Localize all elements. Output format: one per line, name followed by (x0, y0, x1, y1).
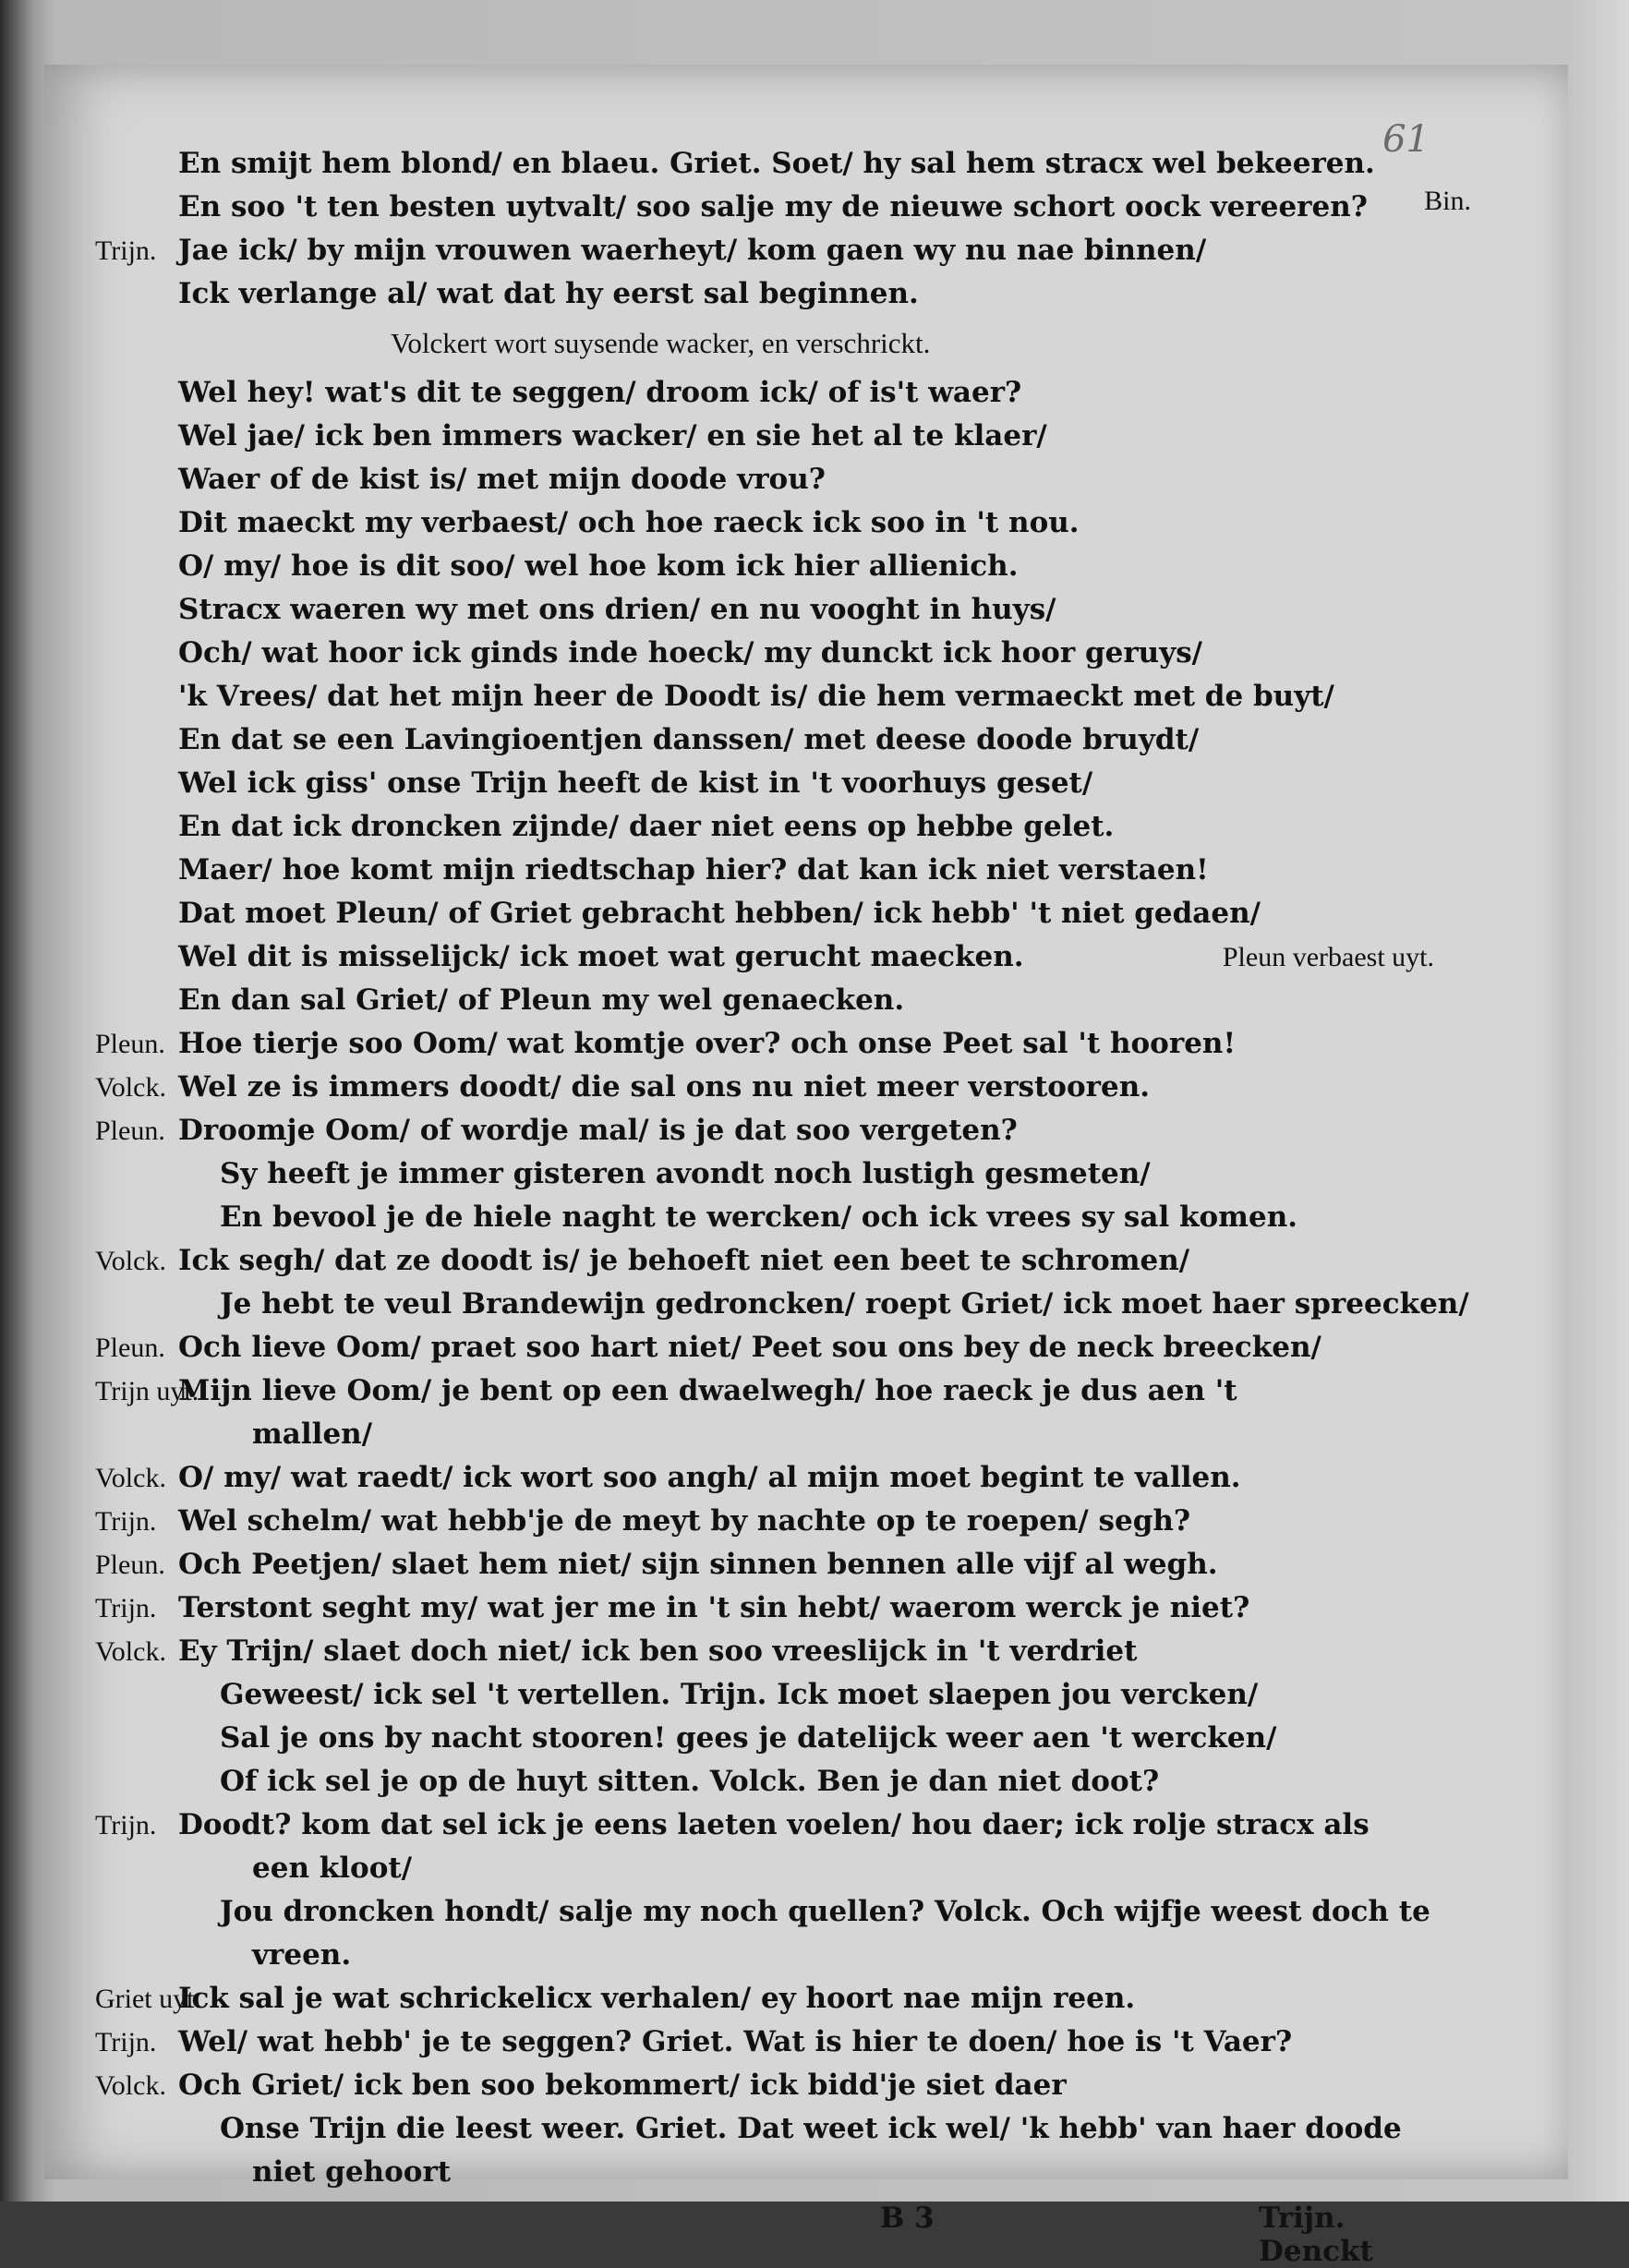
text-line (95, 1543, 1434, 1586)
speaker-label: Pleun. (95, 1116, 165, 1146)
line-text: O/ my/ hoe is dit soo/ wel hoe kom ick hier allienich. (178, 549, 1019, 583)
line-text: Geweest/ ick sel 't vertellen. Trijn. Ick moet slaepen jou vercken/ (220, 1678, 1259, 1711)
text-line (95, 415, 1434, 458)
line-text: Ick sal je wat schrickelicx verhalen/ ey hoort nae mijn reen. (178, 1982, 1136, 2015)
speaker-label: Trijn. (95, 1810, 157, 1840)
text-line (95, 2064, 1434, 2107)
text-line (95, 1022, 1434, 1066)
text-line (95, 2107, 1434, 2151)
line-text: niet gehoort (252, 2155, 452, 2189)
line-text: een kloot/ (252, 1852, 413, 1885)
line-text: Wel schelm/ wat hebb'je de meyt by nachte op te roepen/ segh? (178, 1504, 1191, 1538)
stage-note: Pleun verbaest uyt. (1222, 942, 1434, 972)
line-text: Mijn lieve Oom/ je bent op een dwaelwegh/ hoe raeck je dus aen 't (178, 1374, 1237, 1407)
line-text: Waer of de kist is/ met mijn doode vrou? (178, 463, 826, 496)
speaker-label: Trijn. (95, 2027, 157, 2057)
speaker-label: Volck. (95, 1246, 166, 1276)
text-line (95, 762, 1434, 805)
folio-number: 61 (1382, 118, 1430, 161)
text-line (95, 272, 1434, 316)
line-text: En bevool je de hiele naght te wercken/ och ick vrees sy sal komen. (220, 1200, 1298, 1234)
text-line (95, 675, 1434, 718)
text-line (95, 1283, 1469, 1326)
catchword: Trijn. Denckt (1259, 2202, 1373, 2268)
line-text: Terstont seght my/ wat jer me in 't sin hebt/ waerom werck je niet? (178, 1591, 1250, 1624)
line-text: Je hebt te veul Brandewijn gedroncken/ roept Griet/ ick moet haer spreecken/ (220, 1287, 1469, 1321)
line-text: Wel ze is immers doodt/ die sal ons nu niet meer verstooren. (178, 1070, 1151, 1104)
text-line (95, 892, 1434, 935)
play-text (95, 142, 1471, 2268)
line-text: Sy heeft je immer gisteren avondt noch lustigh gesmeten/ (220, 1157, 1151, 1190)
line-text: mallen/ (252, 1418, 373, 1451)
speaker-label: Pleun. (95, 1333, 165, 1363)
line-text: Hoe tierje soo Oom/ wat komtje over? och onse Peet sal 't hooren! (178, 1027, 1237, 1060)
line-text: Wel ick giss' onse Trijn heeft de kist in 't voorhuys geset/ (178, 766, 1093, 800)
text-line (95, 186, 1434, 229)
text-line (95, 1196, 1434, 1239)
text-line (95, 1890, 1434, 1934)
line-text: Wel hey! wat's dit te seggen/ droom ick/ of is't waer? (178, 376, 1022, 409)
line-text: En dan sal Griet/ of Pleun my wel genaecken. (178, 983, 905, 1017)
text-line (95, 1369, 1434, 1413)
line-text: Dit maeckt my verbaest/ och hoe raeck ick soo in 't nou. (178, 506, 1080, 539)
speaker-label: Trijn. (95, 235, 157, 266)
line-text: Sal je ons by nacht stooren! gees je datelijck weer aen 't wercken/ (220, 1721, 1277, 1755)
line-text: Maer/ hoe komt mijn riedtschap hier? dat kan ick niet verstaen! (178, 853, 1209, 887)
text-line (95, 1456, 1434, 1500)
text-line (95, 142, 1434, 186)
text-line (95, 2151, 1434, 2194)
speaker-label: Volck. (95, 1072, 166, 1103)
text-line (95, 458, 1434, 501)
book-page (44, 65, 1568, 2268)
dialogue-block-top (95, 142, 1471, 316)
speaker-label: Volck. (95, 2070, 166, 2101)
speaker-label: Trijn. (95, 1593, 157, 1623)
line-text: Droomje Oom/ of wordje mal/ is je dat soo vergeten? (178, 1114, 1018, 1147)
line-text: Wel dit is misselijck/ ick moet wat gerucht maecken. (178, 940, 1024, 973)
text-line (95, 545, 1434, 588)
speaker-label: Griet uyt. (95, 1984, 201, 2014)
text-line (95, 979, 1434, 1022)
line-text: 'k Vrees/ dat het mijn heer de Doodt is/ die hem vermaeckt met de buyt/ (178, 680, 1334, 713)
text-line (95, 849, 1434, 892)
line-text: Ick segh/ dat ze doodt is/ je behoeft niet een beet te schromen/ (178, 1244, 1190, 1277)
text-line (95, 718, 1434, 762)
text-line (95, 1586, 1434, 1630)
line-text: Wel jae/ ick ben immers wacker/ en sie het al te klaer/ (178, 419, 1047, 452)
line-text: En dat ick droncken zijnde/ daer niet eens op hebbe gelet. (178, 810, 1115, 843)
text-line (95, 588, 1434, 632)
text-line (95, 1066, 1434, 1109)
speaker-label: Pleun. (95, 1029, 165, 1059)
speaker-label: Trijn. (95, 1506, 157, 1537)
speaker-label: Trijn uyt. (95, 1376, 199, 1406)
line-text: Och lieve Oom/ praet soo hart niet/ Peet sou ons bey de neck breecken/ (178, 1331, 1321, 1364)
speaker-label: Volck. (95, 1463, 166, 1493)
text-line (95, 632, 1434, 675)
line-text: O/ my/ wat raedt/ ick wort soo angh/ al mijn moet begint te vallen. (178, 1461, 1241, 1494)
text-line (95, 1804, 1434, 1847)
text-line (95, 1717, 1434, 1760)
text-line (95, 1630, 1434, 1673)
line-text: vreen. (252, 1938, 352, 1972)
text-line (95, 1934, 1434, 1977)
signature-mark: B 3 (880, 2202, 935, 2235)
text-line (95, 1847, 1434, 1890)
text-line (95, 1977, 1434, 2021)
line-text: Ick verlange al/ wat dat hy eerst sal beginnen. (178, 277, 919, 310)
line-text: Och Griet/ ick ben soo bekommert/ ick bidd'je siet daer (178, 2069, 1067, 2102)
text-line (95, 1760, 1434, 1804)
line-text: Doodt? kom dat sel ick je eens laeten voelen/ hou daer; ick rolje stracx als (178, 1808, 1370, 1841)
line-text: Jae ick/ by mijn vrouwen waerheyt/ kom gaen wy nu nae binnen/ (178, 234, 1207, 267)
line-text: Jou droncken hondt/ salje my noch quellen? Volck. Och wijfje weest doch te (220, 1895, 1430, 1928)
text-line (95, 501, 1434, 545)
line-text: En dat se een Lavingioentjen danssen/ met deese doode bruydt/ (178, 723, 1200, 756)
margin-note: Bin. (1424, 186, 1471, 216)
line-text: Wel/ wat hebb' je te seggen? Griet. Wat is hier te doen/ hoe is 't Vaer? (178, 2025, 1293, 2058)
text-line (95, 2021, 1434, 2064)
line-text: En soo 't ten besten uytvalt/ soo salje my de nieuwe schort oock vereeren? (178, 190, 1368, 223)
text-line (95, 1109, 1434, 1152)
text-line (95, 805, 1434, 849)
text-line (95, 1152, 1434, 1196)
line-text: Of ick sel je op de huyt sitten. Volck. Ben je dan niet doot? (220, 1765, 1160, 1798)
text-line (95, 1413, 1434, 1456)
text-line (95, 1239, 1434, 1283)
text-line (95, 1326, 1434, 1369)
line-text: Och Peetjen/ slaet hem niet/ sijn sinnen bennen alle vijf al wegh. (178, 1548, 1218, 1581)
line-text: Och/ wat hoor ick ginds inde hoeck/ my dunckt ick hoor geruys/ (178, 636, 1203, 670)
speaker-label: Volck. (95, 1636, 166, 1667)
text-line (95, 1500, 1434, 1543)
speaker-label: Pleun. (95, 1550, 165, 1580)
text-line (95, 935, 1434, 979)
text-line (95, 229, 1434, 272)
text-line (95, 1673, 1434, 1717)
line-text: Dat moet Pleun/ of Griet gebracht hebben/ ick hebb' 't niet gedaen/ (178, 897, 1261, 930)
line-text: En smijt hem blond/ en blaeu. Griet. Soet/ hy sal hem stracx wel bekeeren. (178, 147, 1375, 180)
dialogue-block-main (95, 371, 1469, 2194)
line-text: Onse Trijn die leest weer. Griet. Dat weet ick wel/ 'k hebb' van haer doode (220, 2112, 1402, 2145)
line-text: Ey Trijn/ slaet doch niet/ ick ben soo vreeslijck in 't verdriet (178, 1635, 1138, 1668)
line-text: Stracx waeren wy met ons drien/ en nu vooght in huys/ (178, 593, 1056, 626)
page-footer (95, 2202, 1434, 2268)
stage-direction: Volckert wort suysende wacker, en verschrickt. (391, 327, 931, 359)
text-line (95, 371, 1434, 415)
